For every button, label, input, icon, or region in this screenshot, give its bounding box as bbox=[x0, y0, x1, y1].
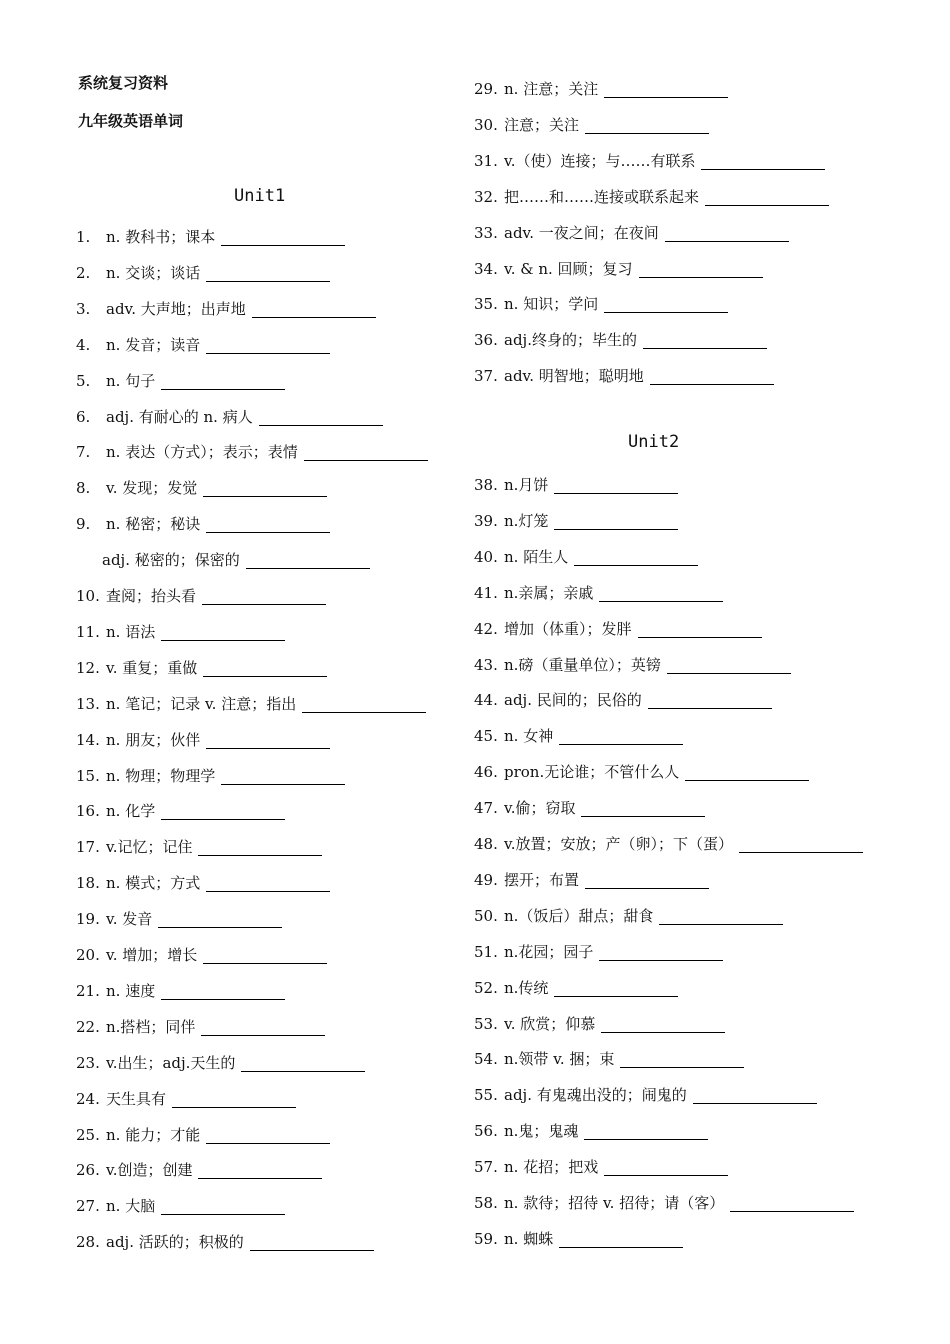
item-definition: n.月饼 bbox=[504, 476, 549, 494]
answer-blank[interactable] bbox=[206, 267, 330, 282]
item-number: 9. bbox=[76, 515, 91, 534]
vocab-item bbox=[474, 472, 678, 494]
item-definition: n.领带 v. 捆；束 bbox=[504, 1050, 615, 1069]
vocab-item bbox=[76, 1157, 322, 1179]
item-definition: n. 发音；读音 bbox=[106, 335, 201, 354]
item-definition: adj.终身的；毕生的 bbox=[504, 331, 637, 350]
answer-blank[interactable] bbox=[161, 375, 285, 390]
item-definition: n.传统 bbox=[504, 978, 549, 997]
answer-blank[interactable] bbox=[206, 877, 330, 892]
answer-blank[interactable] bbox=[252, 303, 376, 318]
item-number: 26. bbox=[76, 1161, 100, 1180]
item-definition: v. 重复；重做 bbox=[106, 658, 198, 677]
item-number: 56. bbox=[474, 1122, 498, 1141]
vocab-item bbox=[76, 439, 428, 461]
vocab-item bbox=[474, 580, 723, 602]
vocab-item bbox=[474, 616, 762, 638]
item-definition: 把……和……连接或联系起来 bbox=[504, 187, 700, 206]
answer-blank[interactable] bbox=[667, 659, 791, 674]
vocab-item bbox=[76, 224, 345, 246]
answer-blank[interactable] bbox=[581, 802, 705, 817]
item-number: 23. bbox=[76, 1053, 100, 1072]
item-number: 13. bbox=[76, 694, 100, 713]
answer-blank[interactable] bbox=[585, 874, 709, 889]
vocab-item bbox=[76, 1229, 374, 1251]
item-definition: n. 模式；方式 bbox=[106, 874, 201, 893]
vocab-item bbox=[474, 220, 789, 242]
answer-blank[interactable] bbox=[554, 479, 678, 494]
vocab-item bbox=[474, 1046, 744, 1068]
item-number: 12. bbox=[76, 658, 100, 677]
vocab-item bbox=[76, 1014, 325, 1036]
answer-blank[interactable] bbox=[559, 730, 683, 745]
item-number: 14. bbox=[76, 730, 100, 749]
vocab-item bbox=[102, 547, 370, 569]
answer-blank[interactable] bbox=[643, 334, 767, 349]
vocab-item bbox=[76, 870, 330, 892]
item-number: 16. bbox=[76, 802, 100, 821]
answer-blank[interactable] bbox=[648, 694, 772, 709]
item-number: 3. bbox=[76, 299, 91, 318]
item-definition: 注意；关注 bbox=[504, 115, 580, 134]
vocab-item bbox=[474, 544, 698, 566]
item-definition: v. & n. 回顾；复习 bbox=[504, 259, 633, 278]
answer-blank[interactable] bbox=[639, 263, 763, 278]
vocab-item bbox=[474, 1154, 728, 1176]
item-definition: v. 发现；发觉 bbox=[106, 479, 198, 498]
vocab-item bbox=[474, 76, 728, 98]
vocab-item bbox=[76, 978, 285, 1000]
answer-blank[interactable] bbox=[599, 587, 723, 602]
vocab-item bbox=[474, 831, 863, 853]
answer-blank[interactable] bbox=[161, 1200, 285, 1215]
answer-blank[interactable] bbox=[172, 1093, 296, 1108]
vocab-item bbox=[474, 1118, 708, 1140]
vocab-item bbox=[76, 1086, 296, 1108]
vocab-item bbox=[474, 903, 783, 925]
vocab-item bbox=[474, 1082, 817, 1104]
item-number: 38. bbox=[474, 476, 498, 494]
answer-blank[interactable] bbox=[206, 734, 330, 749]
item-number: 40. bbox=[474, 547, 498, 566]
vocab-item bbox=[474, 939, 723, 961]
item-number: 24. bbox=[76, 1089, 100, 1108]
item-definition: pron.无论谁；不管什么人 bbox=[504, 763, 680, 782]
answer-blank[interactable] bbox=[158, 913, 282, 928]
item-number: 48. bbox=[474, 835, 498, 853]
item-number: 58. bbox=[474, 1194, 498, 1212]
item-number: 17. bbox=[76, 838, 100, 857]
vocab-item bbox=[76, 404, 383, 426]
answer-blank[interactable] bbox=[604, 83, 728, 98]
vocab-item bbox=[474, 723, 683, 745]
answer-blank[interactable] bbox=[161, 805, 285, 820]
item-number: 52. bbox=[474, 978, 498, 997]
item-definition: n.亲属；亲戚 bbox=[504, 583, 594, 602]
item-number: 42. bbox=[474, 619, 498, 638]
vocab-item bbox=[474, 363, 774, 385]
item-number: 27. bbox=[76, 1197, 100, 1216]
answer-blank[interactable] bbox=[638, 623, 762, 638]
vocab-item bbox=[76, 332, 330, 354]
item-number: 22. bbox=[76, 1017, 100, 1036]
vocab-item bbox=[474, 687, 772, 709]
vocab-item bbox=[76, 475, 327, 497]
item-definition: n. 化学 bbox=[106, 802, 156, 821]
vocab-item bbox=[76, 763, 345, 785]
answer-blank[interactable] bbox=[685, 766, 809, 781]
item-definition: n. 速度 bbox=[106, 981, 156, 1000]
vocab-item bbox=[474, 184, 829, 206]
item-number: 51. bbox=[474, 942, 498, 961]
doc-subtitle: 九年级英语单词 bbox=[78, 112, 184, 130]
answer-blank[interactable] bbox=[739, 838, 863, 853]
vocab-item bbox=[76, 1050, 365, 1072]
item-definition: n.（饭后）甜点；甜食 bbox=[504, 906, 654, 925]
item-number: 59. bbox=[474, 1229, 498, 1248]
answer-blank[interactable] bbox=[650, 370, 774, 385]
vocab-item bbox=[474, 291, 728, 313]
vocab-item bbox=[76, 798, 285, 820]
item-number: 21. bbox=[76, 981, 100, 1000]
item-definition: adj. 活跃的；积极的 bbox=[106, 1233, 244, 1252]
vocab-item bbox=[474, 975, 678, 997]
answer-blank[interactable] bbox=[693, 1089, 817, 1104]
item-number: 2. bbox=[76, 263, 91, 282]
item-definition: n. 表达（方式）；表示；表情 bbox=[106, 443, 298, 462]
vocab-item bbox=[76, 691, 426, 713]
answer-blank[interactable] bbox=[161, 626, 285, 641]
item-number: 20. bbox=[76, 946, 100, 964]
vocab-item bbox=[76, 260, 330, 282]
answer-blank[interactable] bbox=[221, 770, 345, 785]
item-definition: n. 陌生人 bbox=[504, 547, 569, 566]
item-definition: n. 知识；学问 bbox=[504, 295, 599, 314]
item-number: 49. bbox=[474, 870, 498, 889]
item-definition: adv. 大声地；出声地 bbox=[106, 299, 246, 318]
item-definition: v. 增加；增长 bbox=[106, 946, 198, 964]
answer-blank[interactable] bbox=[198, 841, 322, 856]
answer-blank[interactable] bbox=[206, 518, 330, 533]
item-definition: n. 笔记；记录 v. 注意；指出 bbox=[106, 694, 297, 713]
item-number: 25. bbox=[76, 1125, 100, 1144]
unit2-title: Unit2 bbox=[628, 432, 680, 452]
vocab-item bbox=[76, 296, 376, 318]
vocab-item bbox=[76, 655, 327, 677]
item-number: 19. bbox=[76, 910, 100, 929]
vocab-item bbox=[474, 652, 791, 674]
item-definition: v. 发音 bbox=[106, 910, 153, 929]
item-definition: 天生具有 bbox=[106, 1089, 167, 1108]
item-definition: n. 注意；关注 bbox=[504, 80, 599, 98]
vocab-item bbox=[76, 1122, 330, 1144]
item-number: 33. bbox=[474, 223, 498, 242]
item-number: 34. bbox=[474, 259, 498, 278]
vocab-item bbox=[474, 508, 678, 530]
item-definition: v.放置；安放；产（卵）；下（蛋） bbox=[504, 835, 733, 853]
answer-blank[interactable] bbox=[198, 1164, 322, 1179]
item-number: 57. bbox=[474, 1158, 498, 1177]
vocab-item bbox=[474, 795, 705, 817]
answer-blank[interactable] bbox=[202, 590, 326, 605]
answer-blank[interactable] bbox=[203, 482, 327, 497]
vocab-item bbox=[76, 942, 327, 964]
vocab-item bbox=[76, 368, 285, 390]
answer-blank[interactable] bbox=[241, 1057, 365, 1072]
item-definition: n. 教科书；课本 bbox=[106, 228, 216, 246]
vocab-item bbox=[76, 583, 326, 605]
item-number: 37. bbox=[474, 367, 498, 386]
item-number: 43. bbox=[474, 655, 498, 674]
answer-blank[interactable] bbox=[585, 119, 709, 134]
vocab-item bbox=[76, 727, 330, 749]
item-number: 15. bbox=[76, 766, 100, 785]
answer-blank[interactable] bbox=[665, 227, 789, 242]
item-definition: n.磅（重量单位）；英镑 bbox=[504, 655, 661, 674]
item-number: 1. bbox=[76, 228, 91, 246]
answer-blank[interactable] bbox=[206, 339, 330, 354]
item-definition: n. 秘密；秘诀 bbox=[106, 515, 201, 534]
item-definition: 查阅；抬头看 bbox=[106, 587, 197, 605]
answer-blank[interactable] bbox=[206, 1129, 330, 1144]
item-definition: adj. 有鬼魂出没的；闹鬼的 bbox=[504, 1086, 687, 1105]
item-definition: adv. 一夜之间；在夜间 bbox=[504, 223, 659, 242]
answer-blank[interactable] bbox=[203, 949, 327, 964]
vocab-item bbox=[474, 867, 709, 889]
item-number: 39. bbox=[474, 511, 498, 530]
item-definition: n. 交谈；谈话 bbox=[106, 263, 201, 282]
item-number: 53. bbox=[474, 1014, 498, 1033]
item-definition: v.出生；adj.天生的 bbox=[106, 1053, 236, 1072]
item-definition: n.鬼；鬼魂 bbox=[504, 1122, 579, 1141]
item-definition: n. 语法 bbox=[106, 622, 156, 641]
item-number: 31. bbox=[474, 151, 498, 170]
vocab-item bbox=[76, 511, 330, 533]
item-definition: adv. 明智地；聪明地 bbox=[504, 367, 644, 386]
item-definition: n. 花招；把戏 bbox=[504, 1158, 599, 1177]
doc-title: 系统复习资料 bbox=[78, 74, 169, 92]
item-number: 46. bbox=[474, 763, 498, 782]
item-definition: n. 朋友；伙伴 bbox=[106, 730, 201, 749]
item-definition: v.记忆；记住 bbox=[106, 838, 193, 857]
answer-blank[interactable] bbox=[259, 411, 383, 426]
answer-blank[interactable] bbox=[604, 1161, 728, 1176]
item-number: 35. bbox=[474, 295, 498, 314]
item-definition: v. 欣赏；仰慕 bbox=[504, 1014, 596, 1033]
item-definition: n. 蜘蛛 bbox=[504, 1229, 554, 1248]
answer-blank[interactable] bbox=[304, 446, 428, 461]
item-definition: adj. 秘密的；保密的 bbox=[102, 551, 240, 570]
item-definition: v.创造；创建 bbox=[106, 1161, 193, 1180]
answer-blank[interactable] bbox=[554, 982, 678, 997]
item-number: 55. bbox=[474, 1086, 498, 1105]
answer-blank[interactable] bbox=[250, 1236, 374, 1251]
item-definition: 增加（体重）；发胖 bbox=[504, 619, 632, 638]
vocab-item bbox=[474, 327, 767, 349]
answer-blank[interactable] bbox=[701, 155, 825, 170]
item-definition: n. 物理；物理学 bbox=[106, 766, 216, 785]
item-definition: adj. 民间的；民俗的 bbox=[504, 691, 642, 710]
answer-blank[interactable] bbox=[604, 298, 728, 313]
vocab-item bbox=[474, 148, 825, 170]
item-definition: n.搭档；同伴 bbox=[106, 1017, 196, 1036]
item-number: 4. bbox=[76, 335, 91, 354]
item-definition: n. 款待；招待 v. 招待；请（客） bbox=[504, 1194, 725, 1212]
item-definition: v.偷；窃取 bbox=[504, 799, 576, 818]
item-definition: adj. 有耐心的 n. 病人 bbox=[106, 407, 253, 426]
item-number: 50. bbox=[474, 906, 498, 925]
vocab-item bbox=[474, 1190, 854, 1212]
item-number: 44. bbox=[474, 691, 498, 710]
answer-blank[interactable] bbox=[574, 551, 698, 566]
item-definition: n.灯笼 bbox=[504, 511, 549, 530]
unit1-title: Unit1 bbox=[234, 186, 286, 206]
item-number: 47. bbox=[474, 799, 498, 818]
item-definition: n. 大脑 bbox=[106, 1197, 156, 1216]
item-definition: n.花园；园子 bbox=[504, 942, 594, 961]
answer-blank[interactable] bbox=[559, 1233, 683, 1248]
item-number: 45. bbox=[474, 727, 498, 746]
item-definition: v.（使）连接；与……有联系 bbox=[504, 151, 696, 170]
vocab-item bbox=[474, 1011, 725, 1033]
vocab-item bbox=[76, 834, 322, 856]
vocab-item bbox=[76, 906, 282, 928]
answer-blank[interactable] bbox=[221, 231, 345, 246]
answer-blank[interactable] bbox=[620, 1053, 744, 1068]
vocab-item bbox=[76, 1193, 285, 1215]
item-number: 18. bbox=[76, 874, 100, 893]
item-number: 28. bbox=[76, 1233, 100, 1252]
answer-blank[interactable] bbox=[554, 515, 678, 530]
answer-blank[interactable] bbox=[246, 554, 370, 569]
item-number: 7. bbox=[76, 443, 91, 462]
item-number: 10. bbox=[76, 587, 100, 605]
answer-blank[interactable] bbox=[705, 191, 829, 206]
answer-blank[interactable] bbox=[584, 1125, 708, 1140]
item-number: 11. bbox=[76, 622, 100, 641]
item-definition: 摆开；布置 bbox=[504, 870, 580, 889]
item-number: 8. bbox=[76, 479, 91, 498]
answer-blank[interactable] bbox=[730, 1197, 854, 1212]
vocab-item bbox=[474, 112, 709, 134]
item-number: 30. bbox=[474, 115, 498, 134]
vocab-item bbox=[474, 1226, 683, 1248]
item-number: 29. bbox=[474, 80, 498, 98]
answer-blank[interactable] bbox=[601, 1018, 725, 1033]
vocab-item bbox=[76, 619, 285, 641]
answer-blank[interactable] bbox=[203, 662, 327, 677]
vocab-item bbox=[474, 759, 809, 781]
item-number: 41. bbox=[474, 583, 498, 602]
item-definition: n. 句子 bbox=[106, 371, 156, 390]
answer-blank[interactable] bbox=[201, 1021, 325, 1036]
item-number: 5. bbox=[76, 371, 91, 390]
item-definition: n. 能力；才能 bbox=[106, 1125, 201, 1144]
item-number: 32. bbox=[474, 187, 498, 206]
vocab-item bbox=[474, 256, 763, 278]
item-number: 6. bbox=[76, 407, 91, 426]
answer-blank[interactable] bbox=[161, 985, 285, 1000]
item-number: 36. bbox=[474, 331, 498, 350]
answer-blank[interactable] bbox=[659, 910, 783, 925]
answer-blank[interactable] bbox=[599, 946, 723, 961]
item-definition: n. 女神 bbox=[504, 727, 554, 746]
item-number: 54. bbox=[474, 1050, 498, 1069]
answer-blank[interactable] bbox=[302, 698, 426, 713]
